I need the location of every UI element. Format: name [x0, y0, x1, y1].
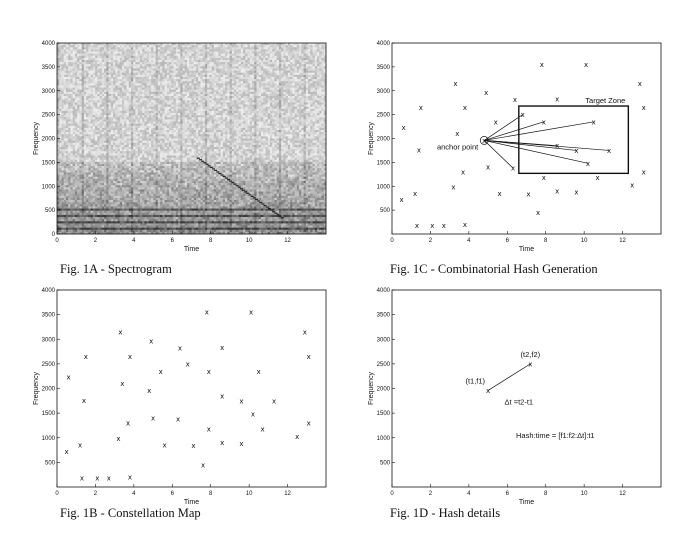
target-zone-label: Target Zone — [585, 96, 626, 106]
data-point: x — [272, 397, 277, 406]
data-point: x — [239, 397, 244, 406]
y-axis-label: Frequency — [33, 371, 40, 406]
y-tick-label: 1500 — [376, 411, 390, 418]
caption-fig-1c: Fig. 1C - Combinatorial Hash Generation — [390, 262, 598, 276]
data-point: x — [528, 360, 533, 369]
data-point: x — [206, 425, 211, 434]
plot-frame — [392, 290, 661, 487]
plot-frame — [392, 43, 661, 234]
y-tick-label: 2500 — [41, 361, 55, 368]
data-point: x — [185, 360, 190, 369]
data-point: x — [541, 118, 546, 127]
data-point: x — [418, 103, 423, 112]
data-point: x — [541, 174, 546, 183]
point-label-t1f1: (t1,f1) — [465, 376, 486, 386]
x-tick-label: 12 — [619, 238, 626, 244]
data-point: x — [485, 386, 491, 395]
data-point: x — [204, 308, 209, 317]
data-point: x — [191, 442, 196, 451]
data-point: x — [260, 425, 265, 434]
x-tick-label: 2 — [93, 491, 98, 497]
data-point: x — [77, 441, 83, 450]
x-axis-label: Time — [518, 499, 535, 506]
x-tick-label: 0 — [390, 491, 394, 497]
y-tick-label: 3000 — [41, 88, 55, 95]
data-point: x — [430, 221, 435, 230]
data-point: x — [83, 352, 88, 361]
hash-link-line — [484, 122, 594, 141]
data-point: x — [595, 174, 600, 183]
data-point: x — [302, 328, 307, 337]
x-tick-label: 4 — [132, 491, 136, 497]
y-tick-label: 2000 — [376, 386, 390, 393]
data-point: x — [81, 396, 86, 405]
x-tick-label: 8 — [209, 238, 213, 244]
x-tick-label: 2 — [93, 238, 98, 244]
plot-frame — [57, 290, 326, 487]
data-point: x — [220, 439, 225, 448]
data-point: x — [641, 103, 646, 112]
data-point: x — [250, 410, 256, 419]
caption-fig-1a: Fig. 1A - Spectrogram — [60, 262, 172, 276]
y-tick-label: 1000 — [41, 435, 55, 442]
y-tick-label: 2000 — [41, 386, 55, 393]
data-point: x — [399, 196, 404, 205]
data-point: x — [451, 183, 456, 192]
delta-t-annotation: Δt =t2-t1 — [504, 397, 534, 407]
spectrogram-chart — [30, 36, 330, 258]
y-tick-label: 1000 — [376, 184, 390, 191]
panel-constellation-map — [30, 283, 330, 511]
data-point: x — [256, 367, 261, 376]
hash-link-line — [484, 115, 522, 141]
x-tick-label: 10 — [245, 238, 253, 244]
data-point: x — [637, 80, 642, 89]
y-tick-label: 2500 — [376, 112, 390, 119]
data-point: x — [414, 221, 420, 230]
data-point: x — [220, 392, 225, 401]
y-tick-label: 3000 — [376, 88, 390, 95]
data-point: x — [462, 220, 468, 229]
combinatorial-hash-chart — [365, 36, 665, 258]
x-tick-label: 6 — [170, 238, 174, 244]
x-axis-label: Time — [183, 499, 200, 506]
data-point: x — [66, 373, 71, 382]
data-point: x — [535, 209, 541, 218]
data-point: x — [127, 473, 133, 482]
y-axis-label: Frequency — [368, 371, 375, 406]
data-point: x — [239, 440, 244, 449]
y-tick-label: 500 — [379, 208, 390, 215]
data-point: x — [462, 103, 468, 112]
x-tick-label: 4 — [467, 491, 471, 497]
data-point: x — [555, 187, 560, 196]
data-point: x — [497, 189, 502, 198]
hash-details-chart — [365, 283, 665, 511]
data-point: x — [248, 308, 254, 317]
data-point: x — [162, 441, 167, 450]
target-zone-box — [519, 106, 629, 173]
data-point: x — [116, 435, 121, 444]
data-point: x — [295, 432, 300, 441]
y-tick-label: 500 — [379, 460, 390, 467]
data-point: x — [484, 89, 489, 98]
data-point: x — [539, 60, 544, 69]
data-point: x — [120, 380, 125, 389]
data-point: x — [149, 337, 154, 346]
data-point: x — [412, 189, 418, 198]
x-tick-label: 4 — [467, 238, 471, 244]
data-point: x — [175, 415, 181, 424]
data-point: x — [453, 80, 458, 89]
data-point: x — [106, 474, 111, 483]
data-point: x — [630, 181, 635, 190]
y-tick-label: 500 — [44, 208, 55, 215]
y-tick-label: 1500 — [41, 411, 55, 418]
y-tick-label: 3500 — [376, 64, 390, 71]
x-tick-label: 6 — [170, 491, 174, 497]
data-point: x — [147, 386, 152, 395]
y-tick-label: 1000 — [376, 435, 390, 442]
data-point: x — [206, 367, 211, 376]
hash-link-line — [484, 140, 576, 150]
data-point: x — [485, 163, 491, 172]
y-tick-label: 3500 — [41, 312, 55, 319]
x-tick-label: 0 — [55, 491, 59, 497]
data-point: x — [641, 168, 646, 177]
y-axis-label: Frequency — [368, 121, 375, 156]
hash-link-line — [484, 140, 609, 150]
x-tick-label: 8 — [544, 238, 548, 244]
x-tick-label: 6 — [505, 491, 509, 497]
x-tick-label: 10 — [580, 491, 588, 497]
panel-hash-details — [365, 283, 665, 511]
panel-combinatorial-hash — [365, 36, 665, 258]
data-point: x — [591, 118, 596, 127]
x-tick-label: 8 — [209, 491, 213, 497]
data-point: x — [607, 146, 612, 155]
x-tick-label: 0 — [390, 238, 394, 244]
x-tick-label: 10 — [245, 491, 253, 497]
data-point: x — [482, 136, 487, 145]
y-tick-label: 4000 — [41, 41, 55, 47]
y-axis-label: Frequency — [33, 121, 40, 156]
x-tick-label: 6 — [505, 238, 509, 244]
data-point: x — [95, 474, 100, 483]
caption-fig-1d: Fig. 1D - Hash details — [390, 506, 501, 520]
x-tick-label: 2 — [428, 238, 433, 244]
caption-fig-1b: Fig. 1B - Constellation Map — [60, 506, 201, 520]
hash-formula-annotation: Hash:time = [f1:f2:Δt]:t1 — [516, 430, 595, 440]
data-point: x — [510, 164, 516, 173]
y-tick-label: 0 — [51, 232, 55, 238]
data-point: x — [583, 60, 589, 69]
data-point: x — [555, 142, 560, 151]
data-point: x — [574, 188, 579, 197]
data-point: x — [441, 221, 446, 230]
y-tick-label: 2500 — [376, 361, 390, 368]
x-tick-label: 12 — [284, 491, 291, 497]
data-point: x — [220, 344, 225, 353]
spectrogram-texture — [57, 43, 326, 234]
y-tick-label: 4000 — [376, 41, 390, 47]
y-tick-label: 2000 — [41, 136, 55, 143]
data-point: x — [127, 352, 133, 361]
hash-pair-line — [488, 364, 530, 391]
data-point: x — [126, 419, 131, 428]
data-point: x — [64, 448, 69, 457]
data-point: x — [520, 111, 525, 120]
data-point: x — [306, 352, 311, 361]
y-tick-label: 3500 — [376, 312, 390, 319]
data-point: x — [177, 344, 183, 353]
x-tick-label: 12 — [619, 491, 626, 497]
anchor-point-label: anchor point — [436, 142, 479, 152]
data-point: x — [493, 118, 498, 127]
data-point: x — [79, 474, 85, 483]
data-point: x — [512, 95, 518, 104]
x-tick-label: 4 — [132, 238, 136, 244]
data-point: x — [416, 146, 421, 155]
y-tick-label: 3000 — [41, 337, 55, 344]
data-point: x — [401, 124, 406, 133]
data-point: x — [306, 419, 311, 428]
data-point: x — [455, 130, 460, 139]
y-tick-label: 2000 — [376, 136, 390, 143]
data-point: x — [200, 461, 206, 470]
x-tick-label: 12 — [284, 238, 291, 244]
x-tick-label: 0 — [55, 238, 59, 244]
y-tick-label: 1500 — [41, 160, 55, 167]
data-point: x — [574, 146, 579, 155]
data-point: x — [461, 168, 466, 177]
x-tick-label: 10 — [580, 238, 588, 244]
x-tick-label: 2 — [428, 491, 433, 497]
data-point: x — [555, 95, 560, 104]
data-point: x — [118, 328, 123, 337]
y-tick-label: 500 — [44, 460, 55, 467]
data-point: x — [585, 159, 591, 168]
y-tick-label: 4000 — [376, 288, 390, 294]
data-point: x — [158, 367, 163, 376]
constellation-map-chart — [30, 283, 330, 511]
x-axis-label: Time — [518, 246, 535, 253]
y-tick-label: 3000 — [376, 337, 390, 344]
y-tick-label: 3500 — [41, 64, 55, 71]
x-tick-label: 8 — [544, 491, 548, 497]
panel-spectrogram — [30, 36, 330, 258]
data-point: x — [526, 190, 531, 199]
data-point: x — [150, 414, 156, 423]
y-tick-label: 1000 — [41, 184, 55, 191]
y-tick-label: 1500 — [376, 160, 390, 167]
point-label-t2f2: (t2,f2) — [520, 349, 541, 359]
y-tick-label: 4000 — [41, 288, 55, 294]
y-tick-label: 2500 — [41, 112, 55, 119]
x-axis-label: Time — [183, 246, 200, 253]
